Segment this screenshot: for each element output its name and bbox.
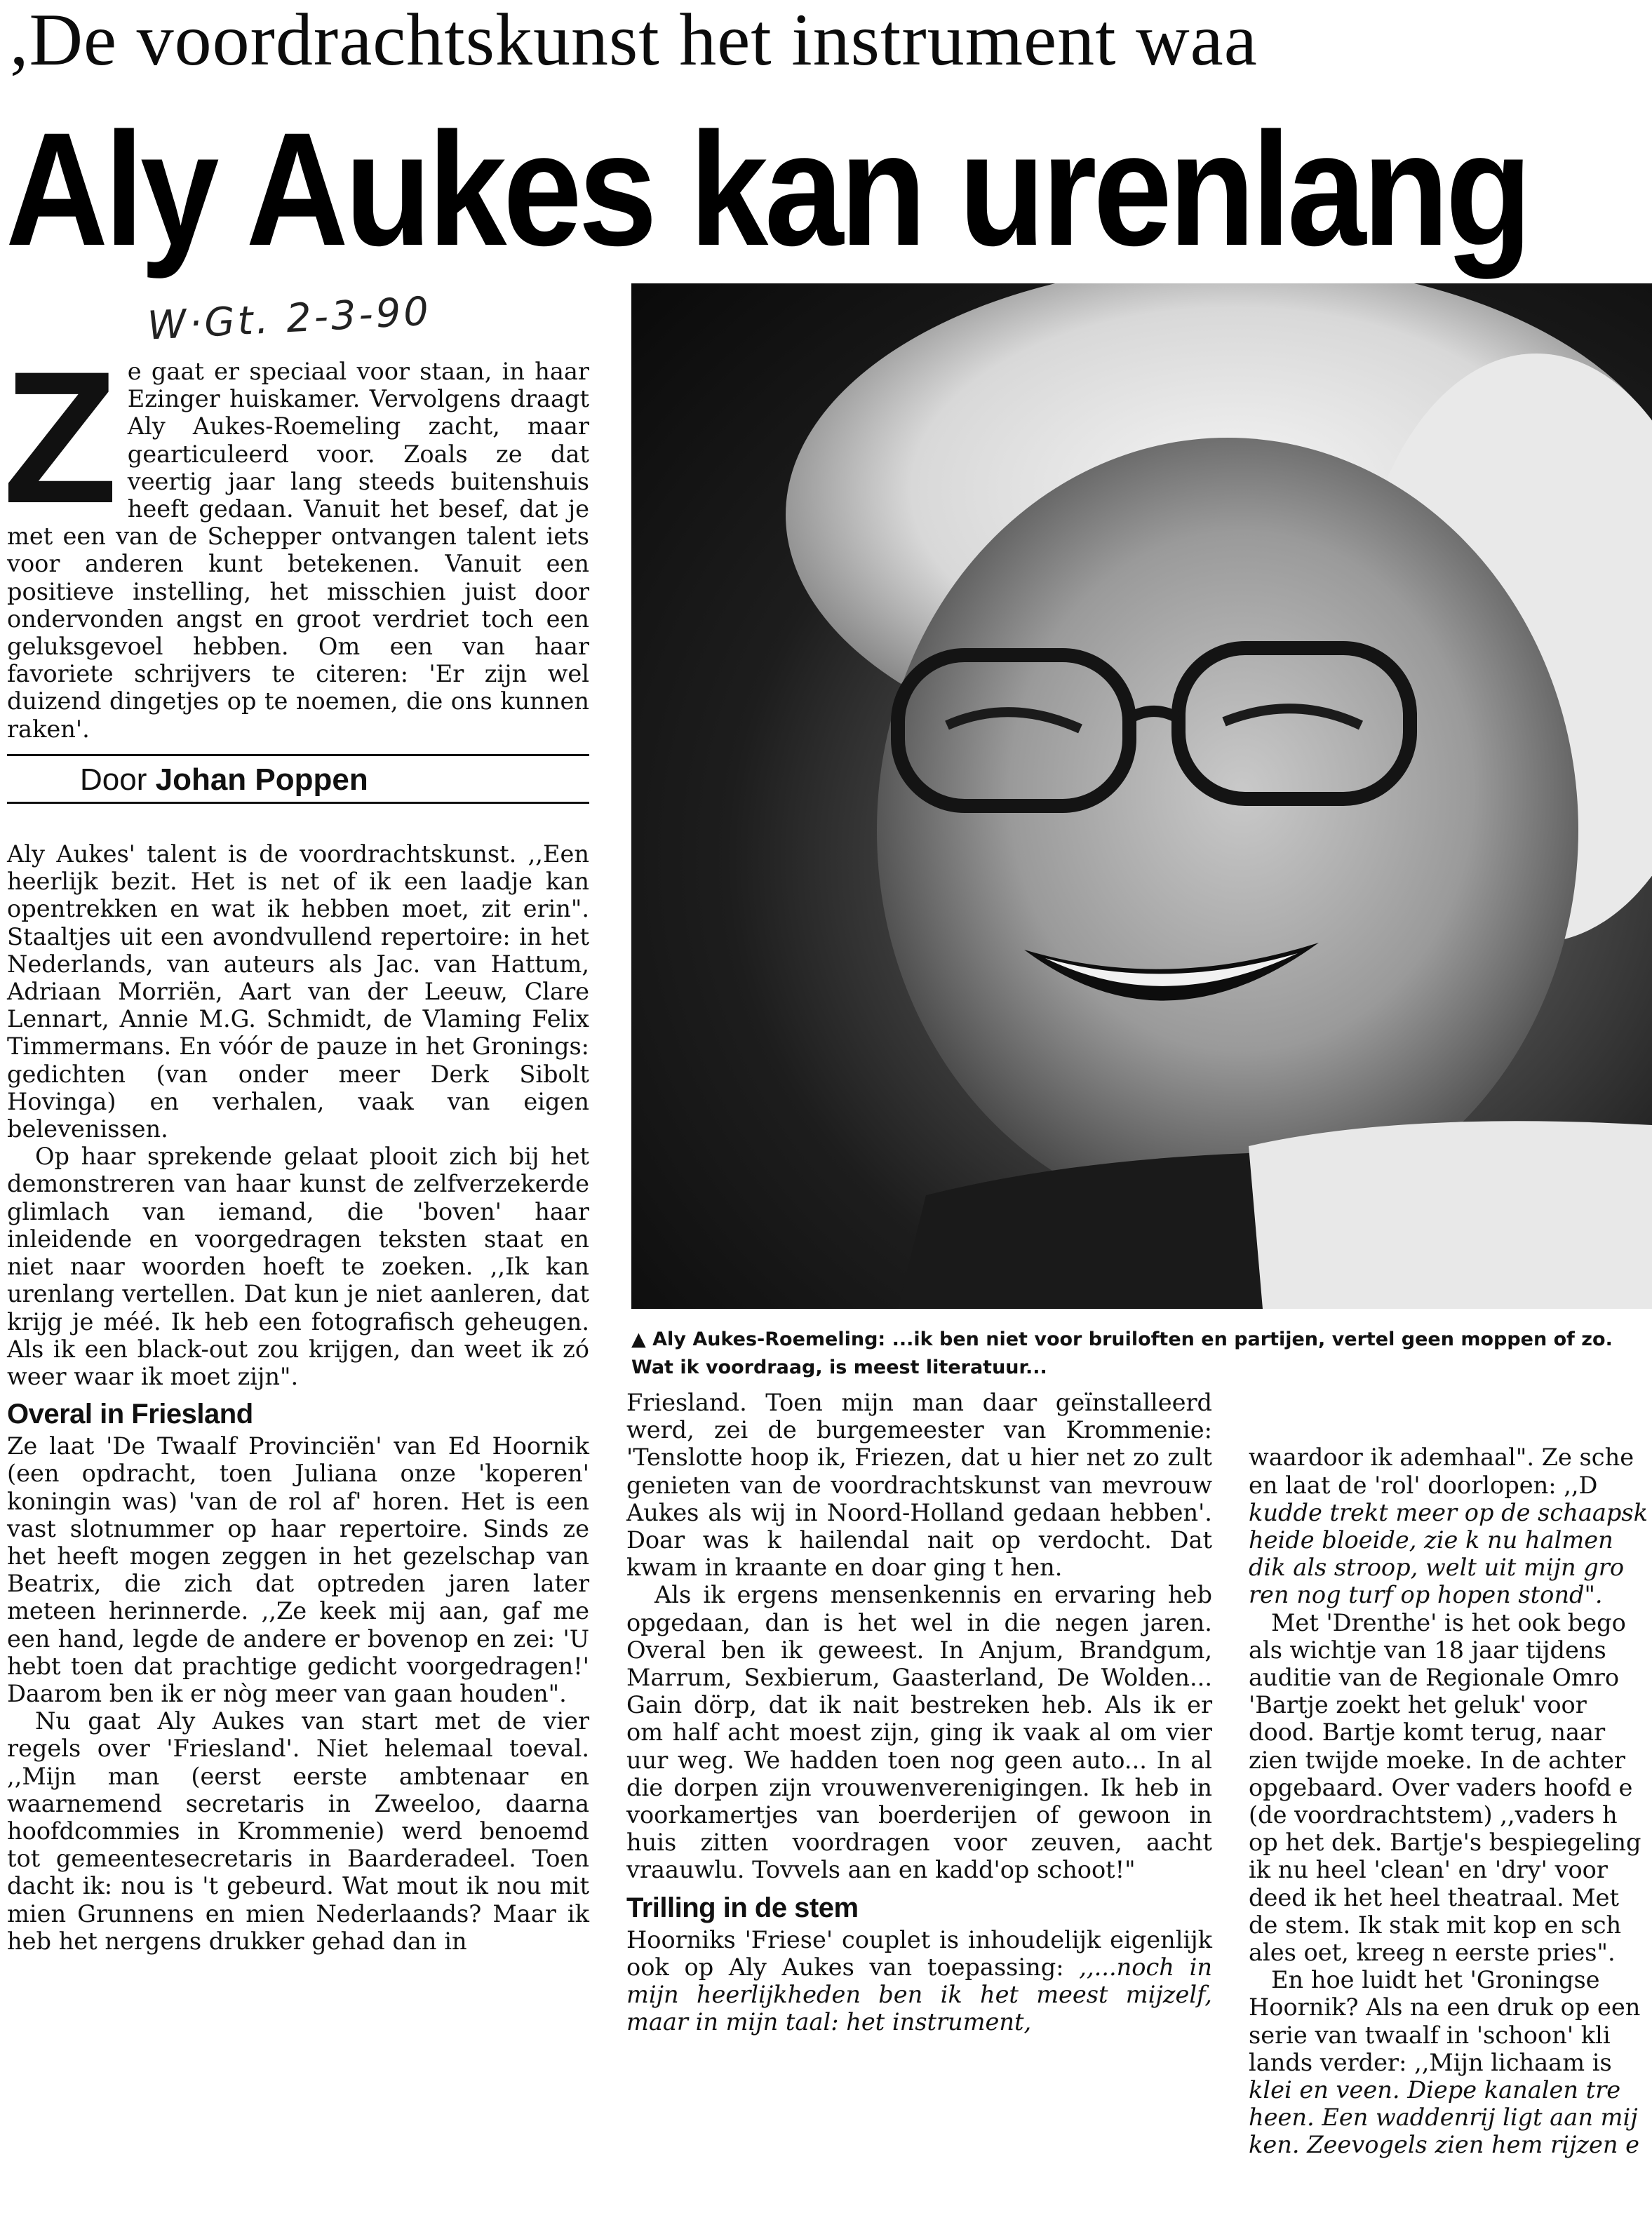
column-3-line: ken. Zeevogels zien hem rijzen e — [1249, 2131, 1640, 2159]
body-paragraph — [626, 1926, 1212, 2036]
column-3-line: waardoor ik ademhaal". Ze sche — [1249, 1444, 1634, 1472]
column-1 — [3, 332, 589, 1955]
portrait-photo — [631, 283, 1652, 1309]
column-3-line: dood. Bartje komt terug, naar — [1249, 1718, 1606, 1747]
column-3-line: heen. Een waddenrij ligt aan mij — [1249, 2104, 1638, 2132]
column-3-line: klei en veen. Diepe kanalen tre — [1249, 2076, 1621, 2104]
column-3-line: 'Bartje zoekt het geluk' voor — [1249, 1691, 1587, 1719]
column-3-line: ren nog turf op hopen stond". — [1249, 1581, 1603, 1609]
kicker-headline: ,De voordrachtskunst het instrument waa — [10, 0, 1258, 81]
column-3-line: auditie van de Regionale Omro — [1249, 1664, 1620, 1692]
column-2 — [626, 1389, 1212, 2036]
intro-text: e gaat er speciaal voor staan, in haar Ezinger huiskamer. Vervolgens draagt Aly Aukes-Roemeling zacht, maar gearticuleerd voor. Zoals ze dat veertig jaar lang steeds buitenshuis heeft gedaan. Vanuit het besef, dat je met een van de Schepper ontvangen talent iets voor anderen kunt betekenen. Vanuit een positieve instelling, het misschien juist door ondervonden angst en groot verdriet toch een geluksgevoel hebben. Om een van haar favoriete schrijvers te citeren: 'Er zijn wel duizend dingetjes op te noemen, die ons kunnen raken'. — [7, 358, 589, 743]
byline-prefix: Door — [80, 762, 147, 797]
column-3-line: kudde trekt meer op de schaapsk — [1249, 1498, 1648, 1526]
handwritten-date-note: W·Gt. 2-3-90 — [146, 288, 433, 349]
byline-rule-bottom — [7, 802, 589, 804]
photo-caption: ▲ Aly Aukes-Roemeling: ...ik ben niet voor bruiloften en partijen, vertel geen moppen of zo. Wat ik voordraag, is meest literatuur... — [631, 1329, 1613, 1378]
column-3-line: Hoornik? Als na een druk op een — [1249, 1993, 1641, 2022]
column-3-line: lands verder: ,,Mijn lichaam is — [1249, 2048, 1612, 2076]
quote-intro: Hoorniks 'Friese' couplet is inhoudelijk eigenlijk ook op Aly Aukes van toepassing: — [626, 1925, 1212, 1981]
column-3-line: de stem. Ik stak mit kop en sch — [1249, 1911, 1622, 1939]
subheading-trilling-in-de-stem: Trilling in de stem — [626, 1892, 859, 1923]
body-paragraph: Aly Aukes' talent is de voordrachtskunst. ,,Een heerlijk bezit. Het is net of ik een laadje kan opentrekken en wat ik hebben moet, zit erin". Staaltjes uit een avondvullend repertoire: in het Nederlands, van auteurs als Jac. van Hattum, Adriaan Morriën, Aart van der Leeuw, Clare Lennart, Annie M.G. Schmidt, de Vlaming Felix Timmermans. En vóór de pauze in het Gronings: gedichten (van onder meer Derk Sibolt Hovinga) en verhalen, vaak van eigen belevenissen. — [7, 840, 589, 1143]
column-3-line: en laat de 'rol' doorlopen: ,,D — [1249, 1471, 1598, 1499]
column-3-line: dik als stroop, welt uit mijn gro — [1249, 1554, 1625, 1582]
byline — [7, 756, 589, 802]
body-paragraph: Friesland. Toen mijn man daar geïnstalleerd werd, zei de burgemeester van Krommenie: 'Tenslotte hoop ik, Friezen, dat u hier net zo zult genieten van de voordrachtskunst van mevrouw Aukes als wij in Noord-Holland gedaan hebben'. Doar was k hailendal nait op verdocht. Dat kwam in kraante en doar ging t hen. — [626, 1389, 1212, 1582]
column-3-line: deed ik het heel theatraal. Met — [1249, 1883, 1620, 1911]
column-3-line: opgebaard. Over vaders hoofd e — [1249, 1773, 1633, 1801]
main-headline: Aly Aukes kan urenlang — [6, 99, 1529, 279]
column-3-line: heide bloeide, zie k nu halmen — [1249, 1526, 1613, 1554]
portrait-illustration — [631, 283, 1652, 1309]
column-3 — [1249, 1389, 1652, 2186]
byline-author: Johan Poppen — [155, 762, 368, 797]
column-3-line: als wichtje van 18 jaar tijdens — [1249, 1636, 1606, 1664]
subheading-overal-in-friesland: Overal in Friesland — [7, 1399, 253, 1430]
column-3-line: ik nu heel 'clean' en 'dry' voor — [1249, 1856, 1608, 1884]
column-3-line: ales oet, kreeg n eerste pries". — [1249, 1939, 1616, 1967]
intro-paragraph — [3, 332, 589, 743]
column-3-line: En hoe luidt het 'Groningse — [1249, 1966, 1600, 1994]
body-paragraph: Nu gaat Aly Aukes van start met de vier regels over 'Friesland'. Niet helemaal toeval. ,,Mijn man (eerst eerste ambtenaar en waarnemend secretaris in Zweeloo, daarna hoofdcommies in Krommenie) werd benoemd tot gemeentesecretaris in Baarderadeel. Toen dacht ik: nou is 't gebeurd. Wat mout ik nou mit mien Grunnens en mien Nederlaands? Maar ik heb het nergens drukker gehad dan in — [7, 1707, 589, 1955]
body-paragraph: Op haar sprekende gelaat plooit zich bij het demonstreren van haar kunst de zelfverzekerde glimlach van iemand, die 'boven' haar inleidende en voorgedragen teksten staat en niet naar woorden hoeft te zoeken. ,,Ik kan urenlang vertellen. Dat kun je niet aanleren, dat krijg je méé. Ik heb een fotografisch geheugen. Als ik een black-out zou krijgen, dan weet ik zó weer waar ik moet zijn". — [7, 1143, 589, 1390]
drop-cap: Z — [3, 332, 118, 542]
column-3-line: (de voordrachtstem) ,,vaders h — [1249, 1801, 1618, 1829]
body-paragraph: Als ik ergens mensenkennis en ervaring heb opgedaan, dan is het wel in die negen jaren. Overal ben ik geweest. In Anjum, Brandgum, Marrum, Sexbierum, Gaasterland, De Wolden... Gain dörp, dat ik nait bestreken heb. Als ik er om half acht moest zijn, ging ik vaak al om vier uur weg. We hadden toen nog geen auto... In al die dorpen zijn vrouwenverenigingen. Ik heb in voorkamertjes van boerderijen of gewoon in huis zitten voordragen voor zeuven, aacht vraauwlu. Tovvels aan en kadd'op schoot!" — [626, 1581, 1212, 1884]
column-3-line: Met 'Drenthe' is het ook bego — [1249, 1608, 1626, 1636]
column-3-line: zien twijde moeke. In de achter — [1249, 1746, 1625, 1774]
column-3-line: serie van twaalf in 'schoon' kli — [1249, 2021, 1611, 2049]
column-3-line: op het dek. Bartje's bespiegeling — [1249, 1829, 1641, 1857]
body-paragraph: Ze laat 'De Twaalf Provinciën' van Ed Hoornik (een opdracht, toen Juliana onze 'koperen' koningin was) 'van de rol af' horen. Het is een vast slotnummer op haar repertoire. Sinds ze het heeft mogen zeggen in het gezelschap van Beatrix, die zich dat optreden jaren later meteen herinnerde. ,,Ze keek mij aan, gaf me een hand, legde de andere er bovenop en zei: 'U hebt toen dat prachtige gedicht voorgedragen!' Daarom ben ik er nòg meer van gaan houden". — [7, 1432, 589, 1707]
quote-italic: ,,...noch in mijn heerlijkheden ben ik het meest mijzelf, maar in mijn taal: het instrument, — [626, 1953, 1212, 2036]
